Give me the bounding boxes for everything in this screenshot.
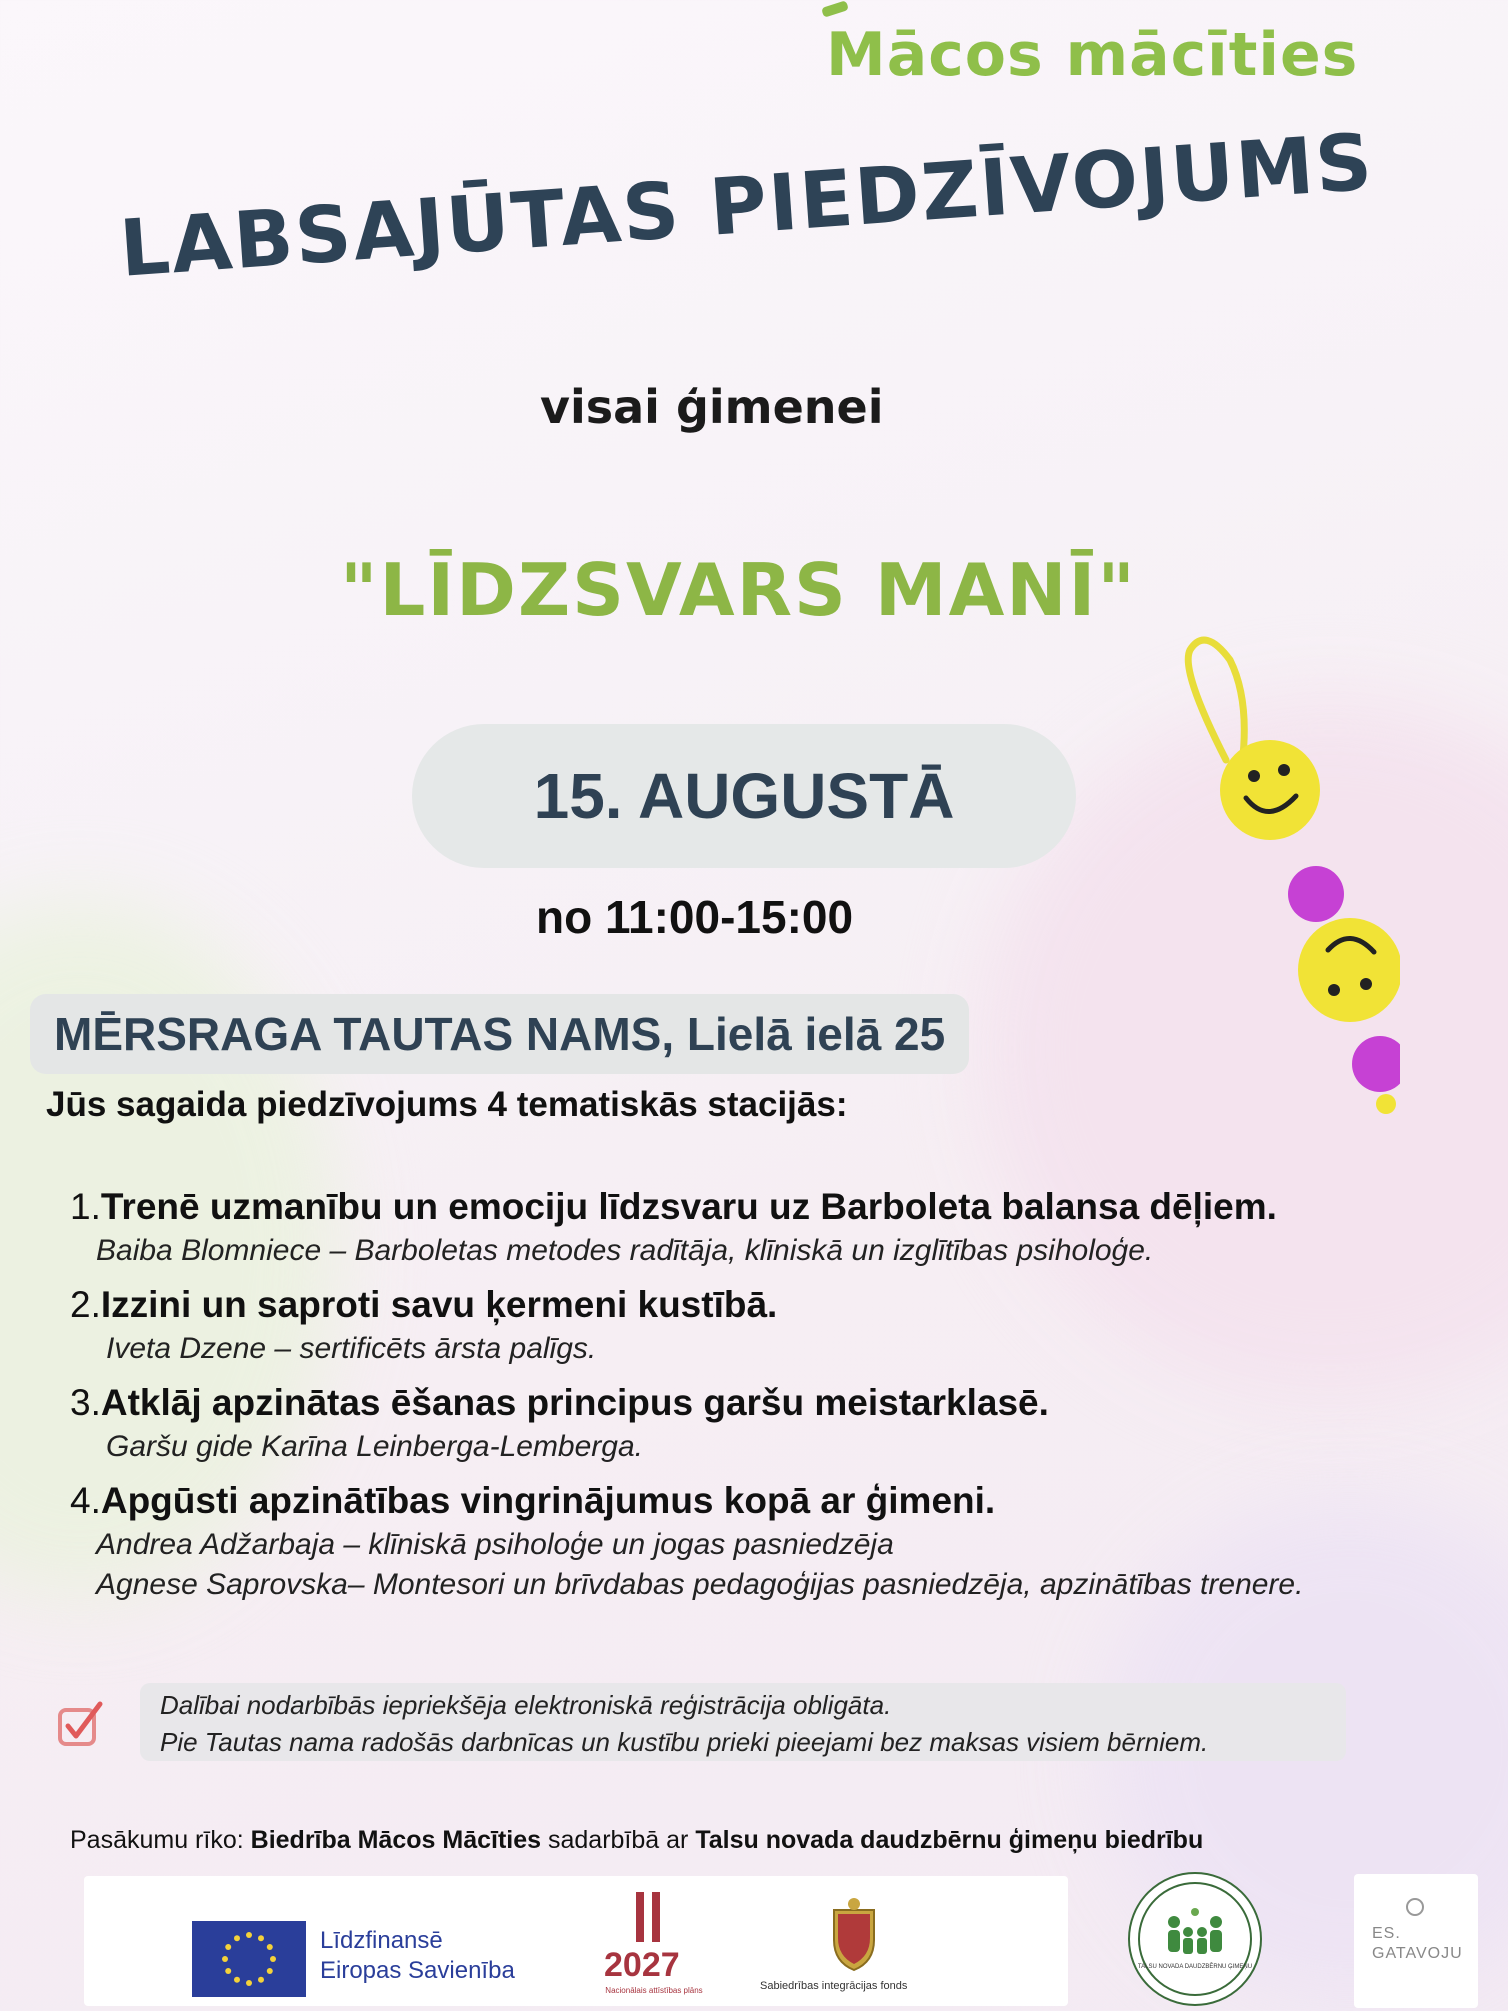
station-item <box>70 1382 1490 1464</box>
national-plan-year: 2027 <box>604 1946 680 1984</box>
registration-note: Dalībai nodarbībās iepriekšēja elektroniskā reģistrācija obligāta. <box>160 1690 892 1720</box>
page-title: LABSAJŪTAS PIEDZĪVOJUMS <box>116 117 1377 295</box>
eu-star-icon <box>225 1944 231 1950</box>
eu-star-icon <box>267 1968 273 1974</box>
station-title-text: Apgūsti apzinātības vingrinājumus kopā ar ģimeni. <box>100 1480 996 1521</box>
station-host: Iveta Dzene – sertificēts ārsta palīgs. <box>106 1332 597 1365</box>
circle-icon <box>1406 1898 1424 1916</box>
eu-star-icon <box>258 1935 264 1941</box>
station-item <box>70 1186 1490 1268</box>
organizer-prefix: Pasākumu rīko: <box>70 1826 244 1854</box>
es-gatavoju-logo <box>1354 1874 1478 2008</box>
eu-cofunding-label <box>320 1926 515 1986</box>
eu-label-line2: Eiropas Savienība <box>320 1957 515 1984</box>
station-item <box>70 1480 1490 1602</box>
eu-star-icon <box>234 1977 240 1983</box>
station-host: Baiba Blomniece – Barboletas metodes radītāja, klīniskā un izglītības psiholoģe. <box>96 1234 1154 1267</box>
eu-star-icon <box>234 1935 240 1941</box>
event-venue: MĒRSRAGA TAUTAS NAMS, Lielā ielā 25 <box>54 1008 946 1060</box>
eu-star-icon <box>246 1980 252 1986</box>
family-icon <box>1130 1874 1260 2004</box>
national-plan-label: Nacionālais attīstības plāns <box>605 1986 703 1995</box>
association-label: TALSU NOVADA DAUDZBĒRNU ĢIMEŅU <box>1137 1964 1253 1970</box>
station-title <box>70 1284 1490 1326</box>
page-subtitle: visai ģimenei <box>540 380 884 434</box>
brand-logo-text: Mācos mācīties <box>826 20 1359 90</box>
eu-star-icon <box>258 1977 264 1983</box>
event-venue-banner <box>30 994 969 1074</box>
eu-star-icon <box>270 1956 276 1962</box>
smiley-balance-toy-icon <box>1160 630 1400 1130</box>
checkbox-checked-icon <box>56 1700 106 1750</box>
organizer-line <box>70 1826 1203 1855</box>
station-host: Agnese Saprovska– Montesori un brīvdabas pedagoģijas pasniedzēja, apzinātības trenere. <box>96 1568 1304 1601</box>
event-date: 15. AUGUSTĀ <box>533 760 955 832</box>
eu-star-icon <box>225 1968 231 1974</box>
station-title <box>70 1382 1490 1424</box>
stations-intro: Jūs sagaida piedzīvojums 4 tematiskās stacijās: <box>46 1085 848 1124</box>
es-gatavoju-label <box>1372 1924 1463 1964</box>
station-title-text: Atklāj apzinātas ēšanas principus garšu meistarklasē. <box>100 1382 1049 1423</box>
station-title-text: Trenē uzmanību un emociju līdzsvaru uz Barboleta balansa dēļiem. <box>100 1186 1277 1227</box>
eu-star-icon <box>222 1956 228 1962</box>
free-activities-note: Pie Tautas nama radošās darbnīcas un kustību prieki pieejami bez maksas visiem bērniem. <box>160 1727 1209 1757</box>
station-number: 4. <box>70 1480 101 1521</box>
integration-fund-label: Sabiedrības integrācijas fonds <box>760 1980 908 1992</box>
station-number: 3. <box>70 1382 101 1423</box>
stations-list <box>70 1186 1490 1618</box>
brand-mark-icon <box>821 0 849 18</box>
event-date-badge <box>412 724 1076 868</box>
station-host: Garšu gide Karīna Leinberga-Lemberga. <box>106 1430 643 1463</box>
gatavoju-line1: ES. <box>1372 1925 1401 1942</box>
event-time: no 11:00-15:00 <box>536 891 854 943</box>
station-title <box>70 1186 1490 1228</box>
gatavoju-line2: GATAVOJU <box>1372 1945 1463 1962</box>
coat-of-arms-icon <box>814 1896 894 1976</box>
eu-star-icon <box>267 1944 273 1950</box>
partner-name: Talsu novada daudzbērnu ģimeņu biedrību <box>695 1826 1204 1854</box>
station-number: 2. <box>70 1284 101 1325</box>
station-number: 1. <box>70 1186 101 1227</box>
sponsor-logos <box>84 1876 1068 2006</box>
large-families-association-logo <box>1128 1872 1262 2006</box>
eu-flag-icon <box>192 1921 306 1997</box>
station-item <box>70 1284 1490 1366</box>
station-title-text: Izzini un saproti savu ķermeni kustībā. <box>100 1284 778 1325</box>
eu-star-icon <box>246 1932 252 1938</box>
station-host: Andrea Adžarbaja – klīniskā psiholoģe un jogas pasniedzēja <box>96 1528 894 1561</box>
organizer-connector: sadarbībā ar <box>547 1826 689 1854</box>
organizer-name: Biedrība Mācos Mācīties <box>250 1826 542 1854</box>
eu-label-line1: Līdzfinansē <box>320 1927 443 1954</box>
station-title <box>70 1480 1490 1522</box>
event-theme-title: "LĪDZSVARS MANĪ" <box>340 548 1137 632</box>
